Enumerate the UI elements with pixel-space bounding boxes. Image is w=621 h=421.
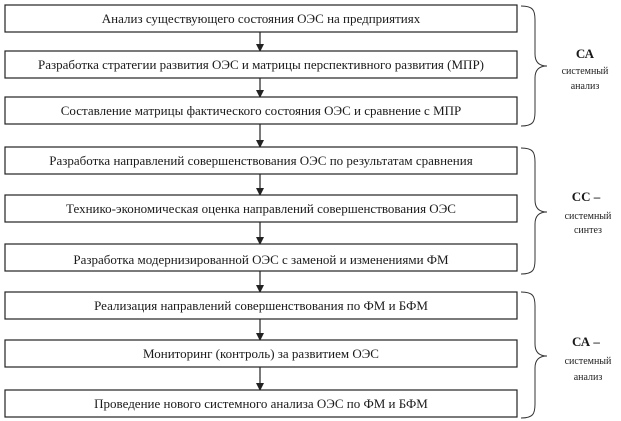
step-2-label: Разработка стратегии развития ОЭС и матрицы перспективного развития (МПР) [38,57,484,72]
step-8-label: Мониторинг (контроль) за развитием ОЭС [143,346,379,361]
brace-2 [521,148,612,274]
step-2 [5,51,517,78]
step-4-label: Разработка направлений совершенствования ОЭС по результатам сравнения [49,153,473,168]
brace-3-sub-2: анализ [573,372,603,383]
brace-1-sub-2: анализ [570,81,600,92]
brace-1-title: СА [575,46,595,61]
step-4 [5,147,517,174]
brace-2-sub-1: системный [564,211,612,222]
step-8 [5,340,517,367]
brace-3 [521,292,612,418]
step-5 [5,195,517,222]
step-1-label: Анализ существующего состояния ОЭС на предприятиях [101,11,421,26]
step-9 [5,390,517,417]
step-6-label: Разработка модернизированной ОЭС с заменой и изменениями ФМ [73,252,449,267]
brace-3-sub-1: системный [564,356,612,367]
step-1 [5,5,517,32]
step-7 [5,292,517,319]
step-7-label: Реализация направлений совершенствования по ФМ и БФМ [94,298,428,313]
brace-1-curly [521,6,547,126]
brace-1-sub-1: системный [561,66,609,77]
step-3 [5,97,517,124]
step-6 [5,244,517,271]
brace-3-title: СА – [572,334,600,349]
brace-2-title: СС – [571,189,601,204]
step-3-label: Составление матрицы фактического состояния ОЭС и сравнение с МПР [60,103,462,118]
brace-2-sub-2: синтез [573,225,603,236]
brace-1 [521,6,609,126]
brace-2-curly [521,148,547,274]
step-5-label: Технико-экономическая оценка направлений совершенствования ОЭС [66,201,456,216]
step-9-label: Проведение нового системного анализа ОЭС по ФМ и БФМ [94,396,428,411]
brace-3-curly [521,292,547,418]
